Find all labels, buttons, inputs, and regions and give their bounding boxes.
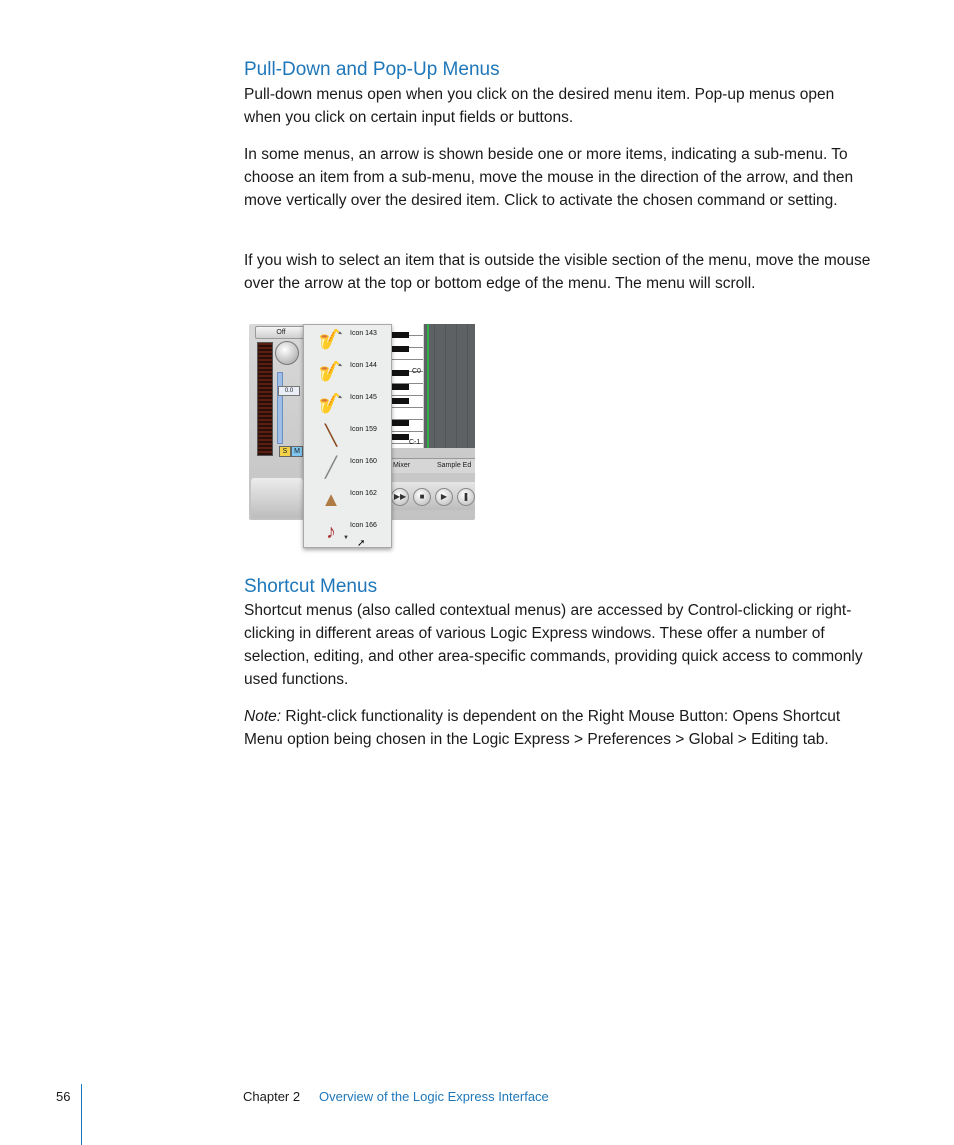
volume-readout: 0.0 xyxy=(278,386,300,396)
recorder-icon: ╲ xyxy=(324,425,338,447)
key-label-c0: C0 xyxy=(412,368,421,375)
menu-item-icon-166[interactable] xyxy=(304,517,391,549)
footer-rule xyxy=(81,1084,82,1145)
bottom-bar xyxy=(251,478,303,518)
icon-popup-menu xyxy=(303,324,392,548)
tab-mixer[interactable]: Mixer xyxy=(393,462,411,469)
saxophone-icon: 🎷 xyxy=(318,393,344,415)
pan-knob[interactable] xyxy=(275,341,299,365)
menu-item-label: Icon 162 xyxy=(350,490,377,497)
menu-item-icon-162[interactable] xyxy=(304,485,391,517)
editor-tabs xyxy=(389,458,475,473)
menu-item-icon-143[interactable] xyxy=(304,325,391,357)
saxophone-icon: 🎷 xyxy=(318,361,344,383)
arrange-grid[interactable] xyxy=(424,324,475,448)
section-heading-shortcut: Shortcut Menus xyxy=(244,576,378,597)
bagpipes-icon: ♪ xyxy=(326,521,336,543)
menu-item-icon-145[interactable] xyxy=(304,389,391,421)
menu-item-label: Icon 166 xyxy=(350,522,377,529)
paragraph-pulldown-1: Pull-down menus open when you click on the desired menu item. Pop-up menus open when you click on certain input fields or buttons. xyxy=(244,86,835,126)
paragraph-pulldown-2: In some menus, an arrow is shown beside one or more items, indicating a sub-menu. To choose an item from a sub-menu, move the mouse in the direction of the arrow, and then move vertically over the desired item. Click to activate the chosen command or setting. xyxy=(244,146,854,209)
section-heading-pulldown: Pull-Down and Pop-Up Menus xyxy=(244,59,500,80)
chapter-title: Overview of the Logic Express Interface xyxy=(319,1089,549,1104)
level-meter xyxy=(257,342,273,456)
mute-button[interactable]: M xyxy=(291,446,303,457)
fast-forward-icon[interactable]: ▶▶ xyxy=(391,488,409,506)
black-key xyxy=(389,370,409,376)
stop-icon[interactable]: ■ xyxy=(413,488,431,506)
play-icon[interactable]: ▶ xyxy=(435,488,453,506)
transport-bar xyxy=(389,482,475,510)
paragraph-pulldown-3: If you wish to select an item that is outside the visible section of the menu, move the mouse over the arrow at the top or bottom edge of the menu. The menu will scroll. xyxy=(244,252,871,292)
flute-icon: ╱ xyxy=(324,457,338,479)
black-key xyxy=(389,346,409,352)
page-number: 56 xyxy=(56,1089,71,1104)
menu-item-label: Icon 145 xyxy=(350,394,377,401)
menu-item-label: Icon 143 xyxy=(350,330,377,337)
note-text: Right-click functionality is dependent on the Right Mouse Button: Opens Shortcut Menu option being chosen in the Logic Express > Preferences > Global > Editing tab. xyxy=(244,708,841,748)
saxophone-icon: 🎷 xyxy=(318,329,344,351)
playhead-line xyxy=(427,324,429,448)
chapter-label: Chapter 2 xyxy=(243,1089,301,1104)
menu-item-label: Icon 144 xyxy=(350,362,377,369)
menu-item-icon-159[interactable] xyxy=(304,421,391,453)
black-key xyxy=(389,384,409,390)
note-label: Note: xyxy=(244,708,282,725)
tab-sample-editor[interactable]: Sample Ed xyxy=(437,462,472,469)
solo-button[interactable]: S xyxy=(279,446,291,457)
menu-item-icon-144[interactable] xyxy=(304,357,391,389)
menu-item-label: Icon 160 xyxy=(350,458,377,465)
off-button[interactable]: Off xyxy=(255,326,307,339)
pause-icon[interactable]: ❚ xyxy=(457,488,475,506)
black-key xyxy=(389,434,409,440)
black-key xyxy=(389,398,409,404)
volume-fader[interactable] xyxy=(277,372,283,444)
paragraph-shortcut: Shortcut menus (also called contextual menus) are accessed by Control-clicking or right-clicking in different areas of various Logic Express windows. These offer a number of selection, editing, and other area-specific commands, providing quick access to commonly used functions. xyxy=(244,602,863,688)
pan-flute-icon: ▲ xyxy=(321,489,341,511)
menu-item-icon-160[interactable] xyxy=(304,453,391,485)
black-key xyxy=(389,420,409,426)
scroll-down-arrow-icon[interactable]: ▼ xyxy=(343,535,349,541)
key-label-c-1: C-1 xyxy=(409,439,421,446)
menu-item-label: Icon 159 xyxy=(350,426,377,433)
mouse-cursor-icon: ➚ xyxy=(357,538,366,549)
black-key xyxy=(389,332,409,338)
paragraph-note xyxy=(244,705,874,751)
popup-menu-screenshot xyxy=(249,324,475,548)
